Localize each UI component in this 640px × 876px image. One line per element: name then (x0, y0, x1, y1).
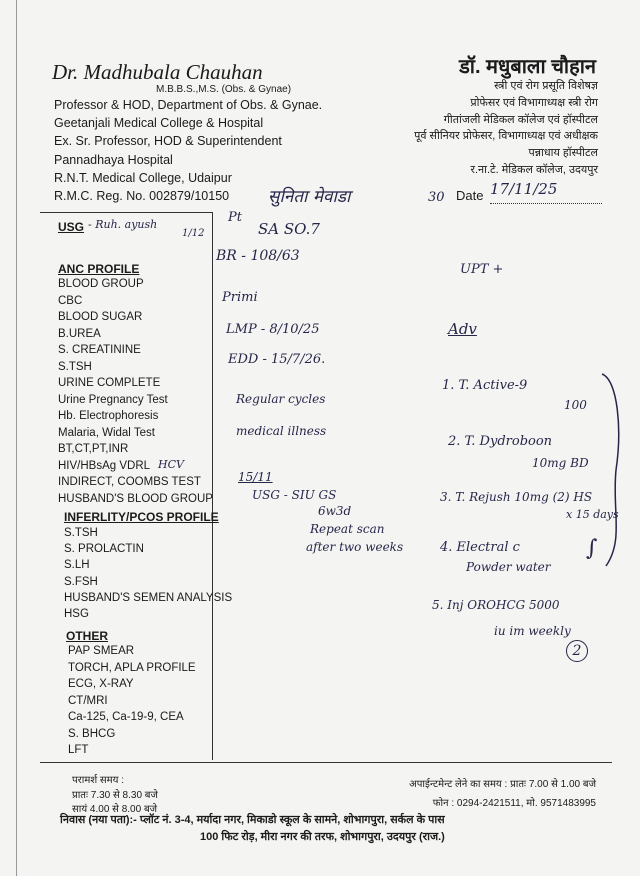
test-item: TORCH, APLA PROFILE (68, 661, 196, 674)
handwritten-note: medical illness (236, 424, 327, 438)
rx-line: Powder water (466, 560, 551, 574)
consult-evening: सायं 4.00 से 8.00 बजे (72, 804, 158, 815)
test-item: ECG, X-RAY (68, 678, 134, 690)
adv-note: Adv (448, 320, 477, 338)
test-item: S. PROLACTIN (64, 543, 144, 556)
test-item: HUSBAND'S SEMEN ANALYSIS (64, 591, 233, 604)
handwritten-note: 15/11 (238, 470, 273, 484)
left-margin-line (16, 0, 17, 876)
header-right-line: स्त्री एवं रोग प्रसूति विशेषज्ञ (494, 80, 598, 92)
patient-name: सुनिता मेवाडा (268, 187, 351, 207)
rx-line: 5. Inj OROHCG 5000 (432, 598, 560, 612)
handwritten-note: Primi (222, 290, 258, 305)
header-left-line: Geetanjali Medical College & Hospital (54, 116, 264, 130)
doctor-name-english: Dr. Madhubala Chauhan (52, 60, 263, 84)
rx-line: x 15 days (566, 508, 619, 521)
test-item: S. CREATININE (58, 344, 141, 356)
header-left-line: Ex. Sr. Professor, HOD & Superintendent (54, 134, 282, 148)
test-item: BLOOD SUGAR (58, 311, 143, 323)
signature: ∫ (586, 536, 598, 561)
rx-line: 4. Electral c (440, 540, 520, 555)
test-item: S. BHCG (68, 727, 116, 740)
doctor-name-hindi: डॉ. मधुबाला चौहान (459, 56, 596, 78)
handwritten-note: after two weeks (306, 540, 404, 554)
header-right-line: प्रोफेसर एवं विभागाध्यक्ष स्त्री रोग (470, 97, 598, 109)
handwritten-note: 6w3d (318, 504, 352, 518)
test-item: B.UREA (58, 327, 101, 340)
rx-line: 1. T. Active-9 (442, 378, 528, 393)
test-item: INDIRECT, COOMBS TEST (58, 476, 201, 488)
handwritten-note: Regular cycles (236, 392, 326, 406)
rx-line: 10mg BD (532, 456, 589, 470)
test-item: LFT (68, 744, 89, 756)
consult-morning: प्रातः 7.30 से 8.30 बजे (72, 790, 158, 801)
test-item: BT,CT,PT,INR (58, 443, 129, 455)
header-left-line: Pannadhaya Hospital (54, 153, 173, 167)
handwritten-bracket (598, 370, 628, 570)
footer-divider (40, 762, 612, 763)
date-underline (490, 203, 602, 205)
handwritten-note: Pt (228, 210, 242, 225)
column-divider (212, 212, 213, 760)
rx-line: iu im weekly (494, 624, 571, 638)
test-item: S.TSH (58, 360, 92, 373)
anc-profile-title: ANC PROFILE (58, 262, 140, 276)
header-right-line: पूर्व सीनियर प्रोफेसर, विभागाध्यक्ष एवं अधीक्षक (414, 130, 598, 142)
test-item: S.TSH (64, 527, 98, 539)
test-item: HIV/HBsAg VDRL (58, 459, 151, 472)
header-left-line: R.N.T. Medical College, Udaipur (54, 171, 232, 185)
header-right-line: र.ना.टे. मेडिकल कॉलेज, उदयपुर (470, 164, 598, 176)
test-item: HUSBAND'S BLOOD GROUP (58, 492, 213, 505)
upt-note: UPT + (460, 262, 504, 277)
test-item: Ca-125, Ca-19-9, CEA (68, 711, 184, 723)
test-item: Malaria, Widal Test (58, 426, 155, 439)
appointment-time: अपाईन्टमेन्ट लेने का समय : प्रातः 7.00 से 1.00 बजे (409, 779, 596, 790)
handwritten-note: BR - 108/63 (216, 248, 300, 264)
other-title: OTHER (66, 629, 108, 643)
test-item: CT/MRI (68, 694, 108, 707)
date-value: 17/11/25 (490, 180, 558, 198)
header-left-line: R.M.C. Reg. No. 002879/10150 (54, 189, 230, 203)
header-left-line: Professor & HOD, Department of Obs. & Gynae. (54, 98, 323, 112)
handwritten-note: LMP - 8/10/25 (226, 322, 320, 337)
address-line-2: 100 फिट रोड़, मीरा नगर की तरफ, शोभागपुरा, उदयपुर (राज.) (200, 831, 445, 843)
header-right-line: पन्नाधाय हॉस्पीटल (528, 147, 598, 159)
handwritten-note: USG - SIU GS (252, 488, 337, 502)
test-item: URINE COMPLETE (58, 377, 161, 389)
patient-age: 30 (428, 190, 445, 205)
test-item: Hb. Electrophoresis (58, 410, 159, 422)
phone-numbers: फोन : 0294-2421511, मो. 9571483995 (432, 798, 596, 809)
infertility-profile-title: INFERLITY/PCOS PROFILE (64, 510, 219, 524)
test-item: S.LH (64, 559, 90, 572)
test-item: PAP SMEAR (68, 645, 135, 657)
handwritten-note: Repeat scan (310, 522, 385, 536)
rx-line: 100 (564, 398, 587, 412)
consult-time-label: परामर्श समय : (72, 775, 125, 786)
test-item: BLOOD GROUP (58, 278, 144, 290)
test-item: Urine Pregnancy Test (58, 393, 168, 406)
doctor-degrees: M.B.B.S.,M.S. (Obs. & Gynae) (156, 84, 292, 95)
address-line-1: निवास (नया पता):- प्लॉट नं. 3-4, मर्यादा नगर, मिकाडो स्कूल के सामने, शोभागपुरा, सर्कल के पास (60, 814, 445, 826)
rx-count: 2 (566, 640, 588, 662)
handwritten-note: SA SO.7 (258, 220, 320, 238)
rx-line: 3. T. Rejush 10mg (2) HS (440, 490, 593, 504)
test-item: CBC (58, 294, 83, 307)
handwritten-note: EDD - 15/7/26. (228, 352, 326, 367)
usg-note: - Ruh. ayush (88, 218, 158, 231)
header-right-line: गीतांजली मेडिकल कॉलेज एवं हॉस्पीटल (443, 114, 598, 126)
header-divider (40, 212, 212, 213)
hiv-note: HCV (158, 458, 184, 471)
date-label: Date (456, 188, 484, 203)
test-item: S.FSH (64, 575, 98, 588)
test-item: HSG (64, 608, 89, 620)
rx-line: 2. T. Dydroboon (448, 434, 553, 449)
usg-label: USG (58, 220, 85, 234)
usg-date: 1/12 (182, 228, 205, 239)
